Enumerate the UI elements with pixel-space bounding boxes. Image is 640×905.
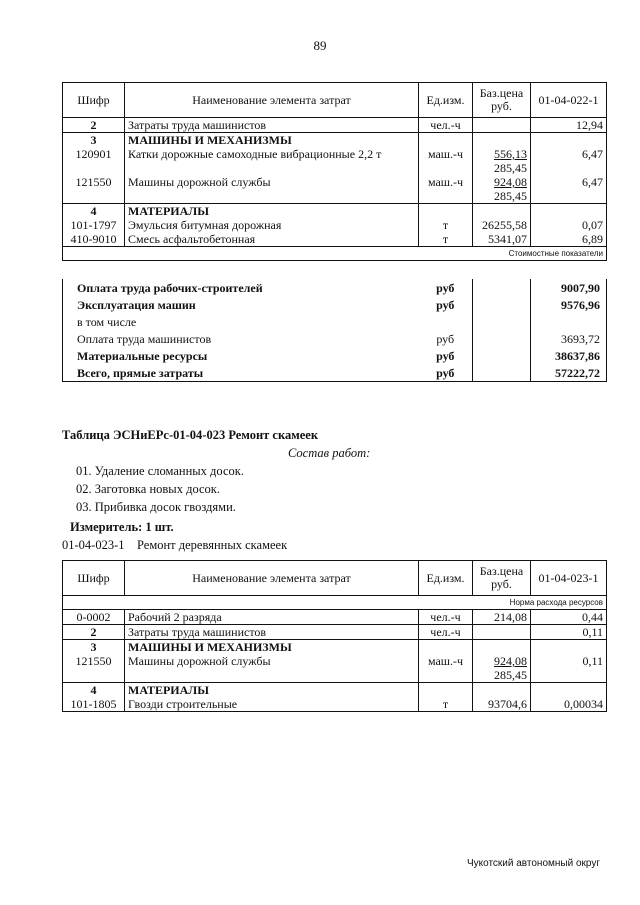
row-cipher: 2 — [63, 625, 125, 640]
row-unit: т — [419, 232, 473, 247]
header-code: 01-04-023-1 — [531, 561, 607, 596]
header-price: Баз.цена руб. — [473, 561, 531, 596]
section-title: МАШИНЫ И МЕХАНИЗМЫ — [125, 133, 419, 148]
table-caption — [63, 247, 607, 261]
page-number: 89 — [313, 38, 327, 53]
section-title: МАШИНЫ И МЕХАНИЗМЫ — [125, 640, 419, 655]
header-cipher: Шифр — [63, 83, 125, 118]
header-code: 01-04-022-1 — [531, 83, 607, 118]
row-value: 0,44 — [531, 610, 607, 625]
table-row — [63, 697, 607, 712]
row-unit: чел.-ч — [419, 625, 473, 640]
section-number: 3 — [63, 133, 125, 148]
row-value: 6,47 — [531, 147, 607, 175]
row-price: 924,08 285,45 — [473, 175, 531, 204]
row-unit: чел.-ч — [419, 610, 473, 625]
total-value: 38637,86 — [531, 347, 607, 364]
total-unit: руб — [436, 348, 455, 363]
total-label: в том числе — [63, 313, 419, 330]
row-price — [473, 118, 531, 133]
row-cipher: 0-0002 — [63, 610, 125, 625]
row-name: Гвозди строительные — [125, 697, 419, 712]
total-label: Всего, прямые затраты — [63, 364, 419, 382]
table-row — [63, 147, 607, 175]
table-row — [63, 175, 607, 204]
row-name: Эмульсия битумная дорожная — [125, 218, 419, 232]
row-value: 0,00034 — [531, 697, 607, 712]
row-unit: маш.-ч — [419, 654, 473, 683]
row-value: 0,11 — [531, 625, 607, 640]
totals-table — [62, 279, 607, 382]
table-row — [63, 640, 607, 655]
table-row — [63, 118, 607, 133]
row-name: Катки дорожные самоходные вибрационные 2,2 т — [125, 147, 419, 175]
table-row — [63, 654, 607, 683]
table-title: Таблица ЭСНиЕРс-01-04-023 Ремонт скамеек — [62, 428, 319, 442]
row-unit: маш.-ч — [419, 175, 473, 204]
total-value: 9007,90 — [531, 279, 607, 296]
table-row — [63, 683, 607, 698]
measure-unit: Измеритель: 1 шт. — [70, 520, 174, 534]
total-unit: руб — [419, 364, 473, 382]
row-unit: чел.-ч — [419, 118, 473, 133]
total-label: Материальные ресурсы — [63, 347, 419, 364]
table-caption — [63, 596, 607, 610]
row-value: 6,89 — [531, 232, 607, 247]
row-name: Затраты труда машинистов — [125, 625, 419, 640]
total-label: Эксплуатация машин — [63, 296, 419, 313]
row-name: Рабочий 2 разряда — [125, 610, 419, 625]
table-row — [63, 610, 607, 625]
row-name: Смесь асфальтобетонная — [125, 232, 419, 247]
total-row — [63, 330, 607, 347]
row-cipher: 121550 — [63, 654, 125, 683]
total-row — [63, 347, 607, 364]
total-row — [63, 313, 607, 330]
row-price: 5341,07 — [473, 232, 531, 247]
cost-indicators-caption: Стоимостные показатели — [63, 247, 607, 261]
total-unit: руб — [436, 280, 455, 295]
header-price: Баз.цена руб. — [473, 83, 531, 118]
total-value: 57222,72 — [531, 364, 607, 382]
row-price: 556,13 285,45 — [473, 147, 531, 175]
row-price: 924,08 285,45 — [473, 654, 531, 683]
row-name: Машины дорожной службы — [125, 654, 419, 683]
row-name: Машины дорожной службы — [125, 175, 419, 204]
table-row — [63, 625, 607, 640]
header-name: Наименование элемента затрат — [125, 83, 419, 118]
total-value: 9576,96 — [531, 296, 607, 313]
row-cipher: 101-1805 — [63, 697, 125, 712]
row-cipher: 121550 — [63, 175, 125, 204]
section-number: 4 — [63, 683, 125, 698]
resource-table-2 — [62, 560, 607, 712]
row-unit: т — [419, 697, 473, 712]
row-unit: маш.-ч — [419, 147, 473, 175]
section-number: 4 — [63, 204, 125, 219]
row-cipher: 410-9010 — [63, 232, 125, 247]
row-value: 0,11 — [531, 654, 607, 683]
norm-code-line: 01-04-023-1 Ремонт деревянных скамеек — [62, 538, 288, 552]
header-cipher: Шифр — [63, 561, 125, 596]
row-name: Затраты труда машинистов — [125, 118, 419, 133]
table-row — [63, 232, 607, 247]
header-unit: Ед.изм. — [419, 561, 473, 596]
table-row — [63, 133, 607, 148]
header-unit: Ед.изм. — [419, 83, 473, 118]
header-name: Наименование элемента затрат — [125, 561, 419, 596]
table-header — [63, 83, 607, 118]
total-label: Оплата труда рабочих-строителей — [63, 279, 419, 296]
row-price: 93704,6 — [473, 697, 531, 712]
total-row — [63, 296, 607, 313]
work-composition-heading: Состав работ: — [288, 446, 371, 460]
row-unit: т — [419, 218, 473, 232]
table-row — [63, 204, 607, 219]
row-cipher: 120901 — [63, 147, 125, 175]
resource-norm-caption: Норма расхода ресурсов — [63, 596, 607, 610]
row-value: 0,07 — [531, 218, 607, 232]
work-item: 01. Удаление сломанных досок. — [76, 464, 244, 478]
row-value: 12,94 — [531, 118, 607, 133]
total-value: 3693,72 — [531, 330, 607, 347]
page-footer: Чукотский автономный округ — [466, 858, 600, 869]
section-title: МАТЕРИАЛЫ — [125, 683, 419, 698]
total-label: Оплата труда машинистов — [63, 330, 419, 347]
resource-table-1 — [62, 82, 607, 261]
total-row — [63, 364, 607, 382]
row-cipher: 101-1797 — [63, 218, 125, 232]
total-unit: руб — [436, 297, 455, 312]
row-price: 214,08 — [473, 610, 531, 625]
work-item: 02. Заготовка новых досок. — [76, 482, 221, 496]
row-cipher: 2 — [63, 118, 125, 133]
section-number: 3 — [63, 640, 125, 655]
section-title: МАТЕРИАЛЫ — [125, 204, 419, 219]
row-value: 6,47 — [531, 175, 607, 204]
total-row — [63, 279, 607, 296]
work-item: 03. Прибивка досок гвоздями. — [76, 500, 236, 514]
row-price: 26255,58 — [473, 218, 531, 232]
total-unit: руб — [436, 331, 455, 346]
table-header — [63, 561, 607, 596]
table-row — [63, 218, 607, 232]
